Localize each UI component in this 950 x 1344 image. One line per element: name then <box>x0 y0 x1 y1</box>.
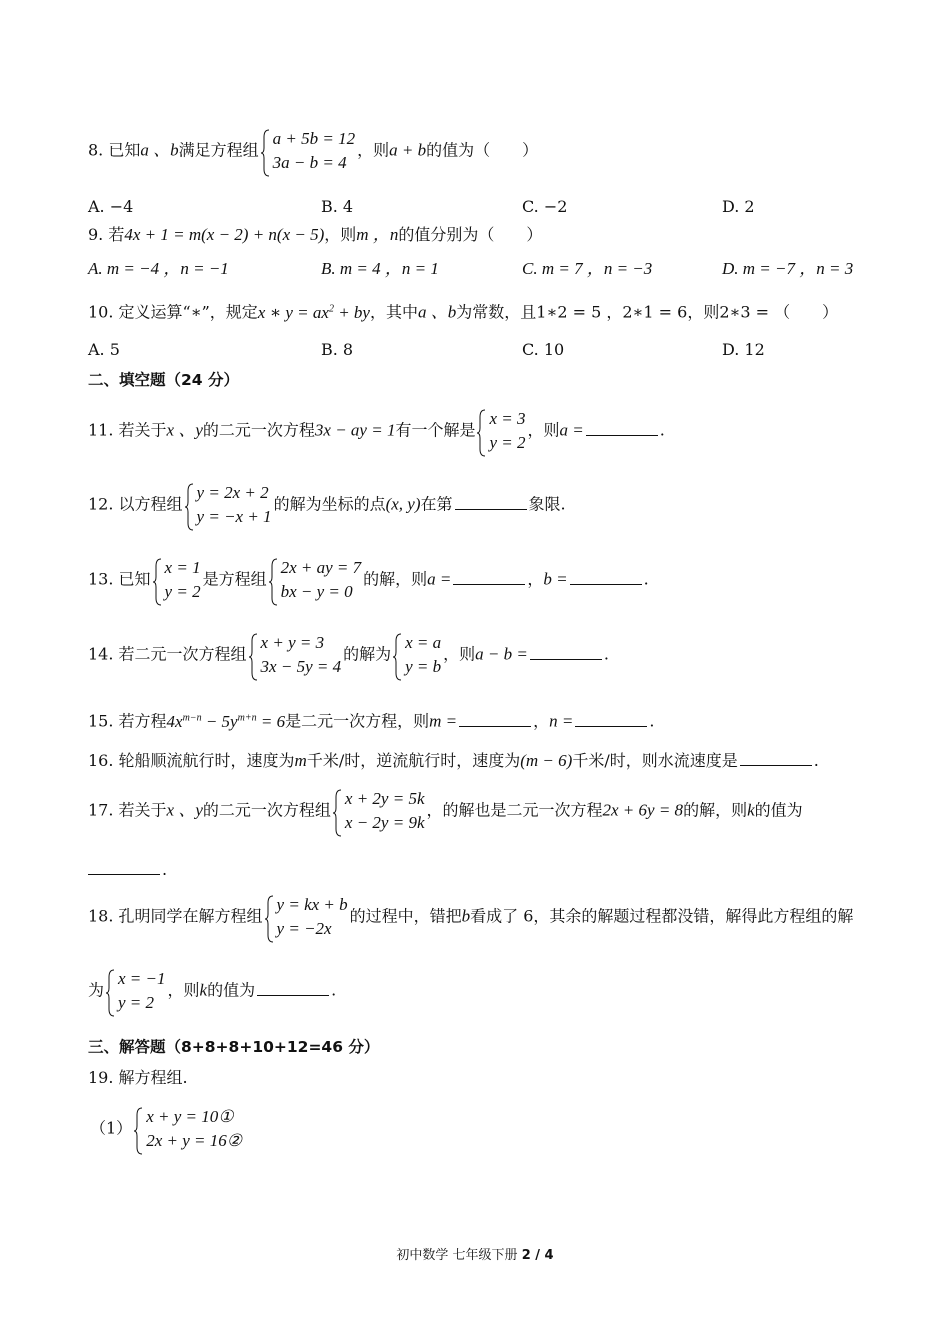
question-11 <box>88 407 880 455</box>
q14-s1-eq1: x + y = 3 <box>260 633 325 652</box>
brace-icon <box>265 895 274 943</box>
q14-s2-eq1: x = a <box>405 633 442 652</box>
q13-s2-eq2: bx − y = 0 <box>280 582 353 601</box>
page-footer <box>0 1244 950 1263</box>
q9-mid: ，则 <box>324 225 357 244</box>
q14-mid: 的解为 <box>343 644 392 664</box>
q15-mid: 是二元一次方程，则 <box>285 711 430 731</box>
question-16 <box>88 749 880 772</box>
q8-eq2: 3a − b = 4 <box>272 153 347 172</box>
question-17 <box>88 787 880 835</box>
q19-system <box>134 1105 242 1153</box>
q15-m: m = <box>429 711 458 731</box>
q17-eq: 2x + 6y = 8 <box>602 800 684 820</box>
q13-s1-eq1: x = 1 <box>164 558 201 577</box>
question-9 <box>88 224 880 246</box>
q13-b: b = <box>543 569 568 589</box>
q18-k: k <box>199 980 208 1000</box>
q17-mid: 的二元一次方程组 <box>202 800 331 820</box>
q8-system <box>261 127 355 175</box>
q10-vars: a 、b <box>418 302 457 322</box>
q11-pre: 11. 若关于 <box>88 420 167 440</box>
q8-stem: 8. 已知 <box>88 140 141 160</box>
q16-pre: 16. 轮船顺流航行时，速度为 <box>88 751 295 770</box>
q18-line2-pre: 为 <box>88 980 105 1000</box>
brace-icon <box>269 558 278 606</box>
q8-eq1: a + 5b = 12 <box>272 129 356 148</box>
q19-eq1: x + y = 10① <box>146 1107 234 1126</box>
brace-icon <box>185 483 194 531</box>
q18-solution-system <box>106 967 166 1015</box>
q13-answer-b-blank[interactable] <box>570 568 642 585</box>
q18-s2-eq2: y = 2 <box>118 993 155 1012</box>
brace-icon <box>249 633 258 681</box>
q11-ask: a = <box>559 420 584 440</box>
q17-line2-end: . <box>162 860 168 879</box>
brace-icon <box>134 1107 143 1155</box>
q18-line2-post: 的值为 <box>207 980 256 1000</box>
q15-n: n = <box>549 711 574 731</box>
q10-cond: 为常数，且 <box>456 302 537 322</box>
footer-text: 初中数学 七年级下册 <box>396 1248 522 1263</box>
q9-vars: m ，n <box>356 225 399 244</box>
q18-answer-blank[interactable] <box>257 979 329 996</box>
q10-stem: 10. 定义运算“∗”，规定 <box>88 302 258 322</box>
question-18-line-2 <box>88 967 880 1015</box>
section-3-heading: 三、解答题（8+8+8+10+12=46 分） <box>88 1038 380 1056</box>
q8-end: 的值为（ ） <box>426 140 539 160</box>
q10-option-c[interactable]: C. 10 <box>522 340 565 359</box>
q9-stem: 9. 若 <box>88 225 125 244</box>
q9-option-b[interactable]: B. m = 4 ，n = 1 <box>321 259 439 278</box>
q10-ask: ，则 <box>687 302 720 322</box>
question-15 <box>88 707 880 733</box>
q14-pre: 14. 若二元一次方程组 <box>88 644 247 664</box>
question-19-title: 19. 解方程组. <box>88 1068 188 1087</box>
q16-m: m <box>294 751 307 770</box>
q12-tail: 象限. <box>528 494 566 514</box>
q13-system-2 <box>269 556 362 604</box>
q10-c2: 2∗3 = （ ） <box>719 302 839 322</box>
question-12 <box>88 481 880 529</box>
q13-s2-eq1: 2x + ay = 7 <box>280 558 362 577</box>
q18-eq1: y = kx + b <box>276 895 348 914</box>
q9-end: 的值分别为（ ） <box>398 225 543 244</box>
brace-icon <box>477 409 486 457</box>
q19-eq2: 2x + y = 16② <box>146 1131 242 1150</box>
question-14 <box>88 631 880 679</box>
q14-post: ，则 <box>443 644 476 664</box>
q17-vars: x 、y <box>166 800 203 820</box>
q12-eq1: y = 2x + 2 <box>196 483 269 502</box>
q10-mid: ，其中 <box>369 302 418 322</box>
q11-mid2: 有一个解是 <box>395 420 476 440</box>
q17-end: 的值为 <box>754 800 803 820</box>
q8-option-b[interactable]: B. 4 <box>321 197 354 216</box>
q17-post: ，的解也是二元一次方程 <box>426 800 603 820</box>
q12-point: (x, y) <box>385 494 421 514</box>
q13-mid: 是方程组 <box>202 569 267 589</box>
question-18 <box>88 893 880 941</box>
q11-vars: x 、y <box>166 420 203 440</box>
q9-option-d[interactable]: D. m = −7 ，n = 3 <box>722 259 854 278</box>
q10-c1: 1∗2 = 5 ，2∗1 = 6 <box>536 302 688 322</box>
q18-line2-mid: ，则 <box>167 980 200 1000</box>
q11-mid: 的二元一次方程 <box>202 420 315 440</box>
q14-ask: a − b = <box>475 644 528 664</box>
q14-system-1 <box>249 631 342 679</box>
q14-s2-eq2: y = b <box>405 657 442 676</box>
q13-a: a = <box>427 569 452 589</box>
question-17-answer-line <box>88 858 880 881</box>
q17-answer-blank[interactable] <box>88 858 160 875</box>
q15-answer-m-blank[interactable] <box>459 710 531 727</box>
brace-icon <box>261 129 270 177</box>
q10-option-d[interactable]: D. 12 <box>722 340 765 359</box>
q18-end: . <box>331 980 337 1000</box>
brace-icon <box>333 789 342 837</box>
q9-option-a[interactable]: A. m = −4 ，n = −1 <box>88 259 229 278</box>
brace-icon <box>393 633 402 681</box>
q18-mid: 的过程中，错把 <box>349 906 462 926</box>
q14-system-2 <box>393 631 441 679</box>
section-2-heading: 二、填空题（24 分） <box>88 371 239 389</box>
q10-option-b[interactable]: B. 8 <box>321 340 354 359</box>
brace-icon <box>153 558 162 606</box>
q8-option-c[interactable]: C. −2 <box>522 197 568 216</box>
question-10 <box>88 298 880 324</box>
q11-system <box>477 407 525 455</box>
page-number: 2 / 4 <box>521 1248 554 1263</box>
q18-post: 看成了 6，其余的解题过程都没错，解得此方程组的解 <box>470 906 854 926</box>
q10-def: x ∗ $y = ax^2$ + by <box>257 302 370 322</box>
q14-s1-eq2: 3x − 5y = 4 <box>260 657 342 676</box>
q15-sep: ， <box>533 711 550 731</box>
q15-answer-n-blank[interactable] <box>575 710 647 727</box>
q19-part-label: （1） <box>90 1118 133 1138</box>
q16-end: . <box>813 751 819 770</box>
q18-b: b <box>461 906 471 926</box>
q8-option-d[interactable]: D. 2 <box>722 197 755 216</box>
q12-answer-blank[interactable] <box>455 493 527 510</box>
q12-end: 在第 <box>420 494 453 514</box>
q11-post: ，则 <box>527 420 560 440</box>
question-13 <box>88 556 880 604</box>
q8-expr: a + b <box>389 140 427 160</box>
q18-eq2: y = −2x <box>276 919 332 938</box>
q13-post: 的解，则 <box>363 569 428 589</box>
q15-pre: 15. 若方程 <box>88 711 167 731</box>
q13-pre: 13. 已知 <box>88 569 151 589</box>
q17-eq2: x − 2y = 9k <box>344 813 425 832</box>
q16-mid: 千米/时，逆流航行时，速度为 <box>306 751 521 770</box>
q13-end: . <box>643 569 649 589</box>
q8-mid: 满足方程组 <box>178 140 259 160</box>
q17-system <box>333 787 425 835</box>
q13-system-1 <box>153 556 201 604</box>
q8-option-a[interactable]: A. −4 <box>88 197 134 216</box>
q8-post: ，则 <box>357 140 390 160</box>
q17-eq1: x + 2y = 5k <box>344 789 425 808</box>
brace-icon <box>106 969 115 1017</box>
q12-system <box>185 481 272 529</box>
q18-pre: 18. 孔明同学在解方程组 <box>88 906 263 926</box>
q11-eq: 3x − ay = 1 <box>314 420 396 440</box>
q16-answer-blank[interactable] <box>740 749 812 766</box>
q11-eq1: x = 3 <box>489 409 526 428</box>
q13-sep: ， <box>527 569 544 589</box>
q11-eq2: y = 2 <box>489 433 526 452</box>
q14-end: . <box>603 644 609 664</box>
q15-eq: $4x^{m-n} - 5y^{m+n} = 6$ <box>166 711 286 731</box>
question-19-part-1 <box>90 1105 880 1153</box>
q11-answer-blank[interactable] <box>586 419 658 436</box>
q18-system <box>265 893 348 941</box>
q13-s1-eq2: y = 2 <box>164 582 201 601</box>
q13-answer-a-blank[interactable] <box>453 568 525 585</box>
q12-pre: 12. 以方程组 <box>88 494 183 514</box>
q17-k: k <box>747 800 755 820</box>
q12-mid: 的解为坐标的点 <box>273 494 386 514</box>
q16-expr: (m − 6) <box>520 751 573 770</box>
q16-post: 千米/时，则水流速度是 <box>572 751 738 770</box>
q9-option-c[interactable]: C. m = 7 ，n = −3 <box>522 259 653 278</box>
q10-option-a[interactable]: A. 5 <box>88 340 120 359</box>
q12-eq2: y = −x + 1 <box>196 507 272 526</box>
q11-end: . <box>659 420 665 440</box>
q17-pre: 17. 若关于 <box>88 800 167 820</box>
q18-s2-eq1: x = −1 <box>118 969 166 988</box>
question-8 <box>88 127 880 175</box>
q15-end: . <box>649 711 655 731</box>
q9-eq: 4x + 1 = m(x − 2) + n(x − 5) <box>124 225 325 244</box>
q14-answer-blank[interactable] <box>530 643 602 660</box>
q17-post2: 的解，则 <box>683 800 748 820</box>
q8-vars: a 、b <box>140 140 179 160</box>
